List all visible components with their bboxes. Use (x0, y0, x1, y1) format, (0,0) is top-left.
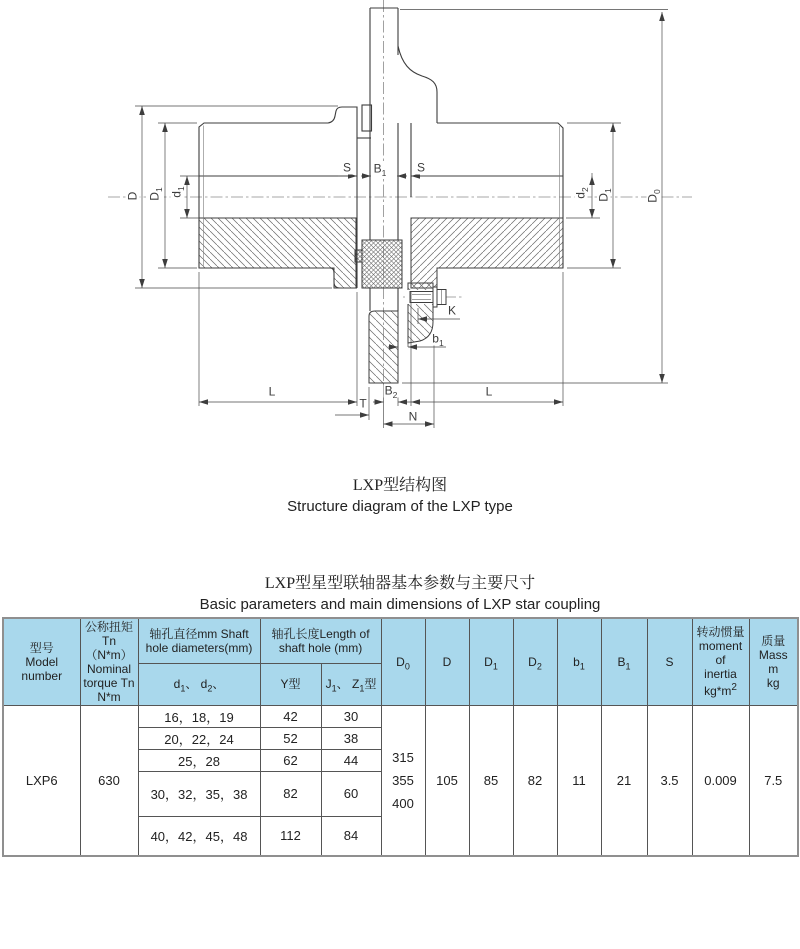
header-d0: $D_0$ (381, 618, 425, 705)
cell-b1-cap: 21 (601, 705, 647, 856)
header-d1-d2: $d_1$、 $d_2$、 (138, 663, 260, 705)
cell-j-length: 30 (321, 705, 381, 727)
header-b1-small: $b_1$ (557, 618, 601, 705)
header-y-type: Y型 (260, 663, 321, 705)
dim-label-t: T (359, 396, 367, 411)
diagram-caption-cn: LXP型结构图 (352, 477, 448, 494)
cell-inertia: 0.009 (692, 705, 749, 856)
cell-diameters: 16，18，19 (138, 705, 260, 727)
header-s: S (647, 618, 692, 705)
header-shaft-hole-length: 轴孔长度Length of shaft hole (mm) (260, 618, 381, 663)
header-d2: $D_2$ (513, 618, 557, 705)
dim-label-b1-small: $b_1$ (432, 331, 444, 348)
cell-d2: 82 (513, 705, 557, 856)
header-mass: 质量 Mass m kg (749, 618, 798, 705)
table-row (3, 705, 798, 727)
dim-label-d1-right: $D_1$ (596, 188, 613, 202)
cell-torque: 630 (80, 705, 138, 856)
dim-label-b2: $B_2$ (384, 383, 398, 400)
cell-model: LXP6 (3, 705, 80, 856)
cell-y-length: 52 (260, 727, 321, 749)
header-b1-cap: $B_1$ (601, 618, 647, 705)
cell-d: 105 (425, 705, 469, 856)
cell-y-length: 42 (260, 705, 321, 727)
cell-j-length: 84 (321, 816, 381, 856)
header-shaft-hole-diameter: 轴孔直径mm Shaft hole diameters(mm) (138, 618, 260, 663)
diagram-caption-en: Structure diagram of the LXP type (287, 498, 513, 515)
parameter-table-wrapper (2, 617, 797, 857)
header-d1: $D_1$ (469, 618, 513, 705)
dim-label-d0: $D_0$ (645, 189, 662, 203)
header-j1-z1-type: $J_1$、 $Z_1$型 (321, 663, 381, 705)
dim-label-s-left: S (342, 160, 352, 175)
dim-label-d: D (125, 191, 140, 201)
cell-j-length: 38 (321, 727, 381, 749)
cell-s: 3.5 (647, 705, 692, 856)
cell-mass: 7.5 (749, 705, 798, 856)
cell-d1: 85 (469, 705, 513, 856)
dim-label-d2-small: $d_2$ (573, 187, 590, 199)
dim-label-k: K (447, 303, 457, 318)
dim-label-d1-small: $d_1$ (169, 186, 186, 198)
cell-b1-small: 11 (557, 705, 601, 856)
parameter-table (2, 617, 799, 857)
dim-label-b1-top: $B_1$ (373, 161, 387, 178)
header-d: D (425, 618, 469, 705)
dim-label-l-left: L (268, 384, 276, 399)
table-title-en: Basic parameters and main dimensions of LXP star coupling (199, 596, 601, 613)
header-model-number: 型号 Model number (3, 618, 80, 705)
dim-label-n: N (408, 409, 418, 424)
coupling-cross-section-drawing (0, 0, 800, 450)
cell-diameters: 40，42，45，48 (138, 816, 260, 856)
cell-y-length: 112 (260, 816, 321, 856)
cell-j-length: 60 (321, 771, 381, 816)
cell-y-length: 82 (260, 771, 321, 816)
dim-label-s-right: S (416, 160, 426, 175)
cell-diameters: 20，22，24 (138, 727, 260, 749)
structure-diagram (0, 0, 800, 450)
dim-label-l-right: L (485, 384, 493, 399)
cell-d0: 315 355 400 (381, 705, 425, 856)
dim-label-d1-left: $D_1$ (147, 187, 164, 201)
cell-diameters: 25，28 (138, 749, 260, 771)
cell-j-length: 44 (321, 749, 381, 771)
cell-diameters: 30，32，35，38 (138, 771, 260, 816)
header-moment-of-inertia: 转动惯量 moment of inertia $kg*m^2$ (692, 618, 749, 705)
cell-y-length: 62 (260, 749, 321, 771)
table-title-cn: LXP型星型联轴器基本参数与主要尺寸 (264, 575, 536, 592)
header-nominal-torque: 公称扭矩 Tn（N*m） Nominal torque Tn N*m (80, 618, 138, 705)
